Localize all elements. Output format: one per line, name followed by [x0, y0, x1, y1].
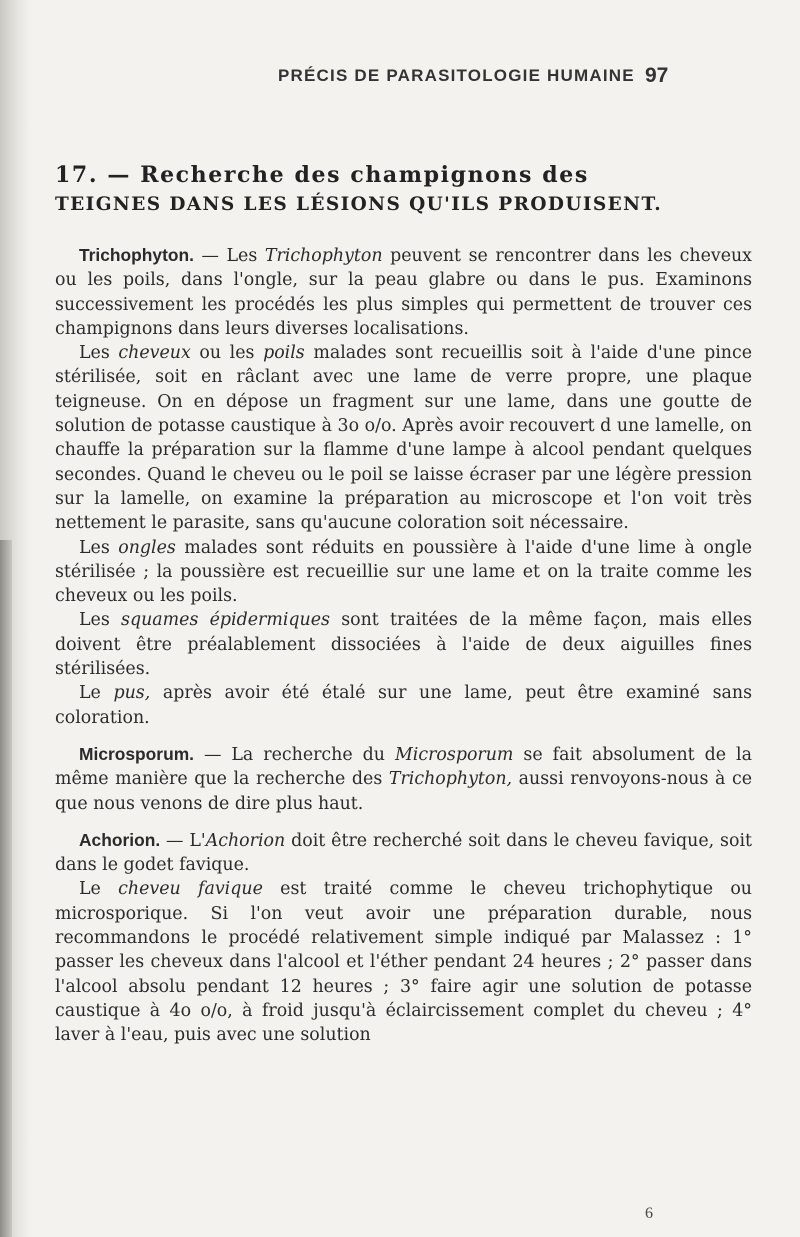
section-heading-line2: TEIGNES DANS LES LÉSIONS QU'ILS PRODUISENT. — [55, 194, 663, 215]
run-in-heading: Trichophyton. — [79, 245, 194, 265]
run-in-heading: Achorion. — [79, 829, 161, 850]
running-title: PRÉCIS DE PARASITOLOGIE HUMAINE — [278, 66, 635, 85]
taxon-name: Trichophyton — [264, 246, 383, 266]
binding-shadow — [0, 540, 12, 1237]
paragraph-cheveux: Les cheveux ou les poils malades sont recueillis soit à l'aide d'une pince stérilisée, soit en râclant avec une lame de verre propre, une plaque teigneuse. On en dépose un fragment sur une lame, dans une goutte de solution de potasse caustique à 3o o/o. Après avoir recouvert d une lamelle, on chauffe la préparation sur la flamme d'une lampe à alcool pendant quelques secondes. Quand le cheveu ou le poil se laisse écraser par une légère pression sur la lamelle, on examine la préparation au microscope et l'on voit très nettement le parasite, sans qu'aucune coloration soit nécessaire. — [55, 343, 752, 534]
section-heading-line1: 17. — Recherche des champignons des — [55, 162, 589, 188]
signature-mark: 6 — [645, 1205, 653, 1222]
paragraph-trichophyton: Trichophyton. — Les Trichophyton peuvent se rencontrer dans les cheveux ou les poils, dans l'ongle, sur la peau glabre ou dans le pus. Examinons successivement les procédés les plus simples qui permettent de trouver ces champignons dans leurs diverses localisations. — [55, 245, 752, 339]
run-in-heading: Microsporum. — [79, 743, 194, 764]
paragraph-squames: Les squames épidermiques sont traitées de la même façon, mais elles doivent être préalablement dissociées à l'aide de deux aiguilles fines stérilisées. — [55, 610, 752, 680]
body-text — [55, 243, 752, 1048]
paragraph-pus: Le pus, après avoir été étalé sur une lame, peut être examiné sans coloration. — [55, 683, 753, 728]
paragraph-cheveu-favique: Le cheveu favique est traité comme le cheveu trichophytique ou microsporique. Si l'on veut avoir une préparation durable, nous recommandons le procédé relativement simple indiqué par Malassez : 1° passer les cheveux dans l'alcool et l'éther pendant 24 heures ; 2° passer dans l'alcool absolu pendant 12 heures ; 3° faire agir une solution de potasse caustique à 4o o/o, à froid jusqu'à éclaircissement complet du cheveu ; 4° laver à l'eau, puis avec une solution — [55, 879, 752, 1046]
section-heading — [55, 160, 755, 220]
paragraph-achorion: Achorion. — L'Achorion doit être recherché soit dans le cheveu favique, soit dans le godet favique. — [55, 829, 752, 876]
page-number: 97 — [645, 64, 669, 87]
paragraph-ongles: Les ongles malades sont réduits en poussière à l'aide d'une lime à ongle stérilisée ; la poussière est recueillie sur une lame et on la traite comme les cheveux ou les poils. — [55, 537, 752, 607]
paragraph-microsporum: Microsporum. — La recherche du Microsporum se fait absolument de la même manière que la recherche des Trichophyton, aussi renvoyons-nous à ce que nous venons de dire plus haut. — [55, 743, 752, 814]
